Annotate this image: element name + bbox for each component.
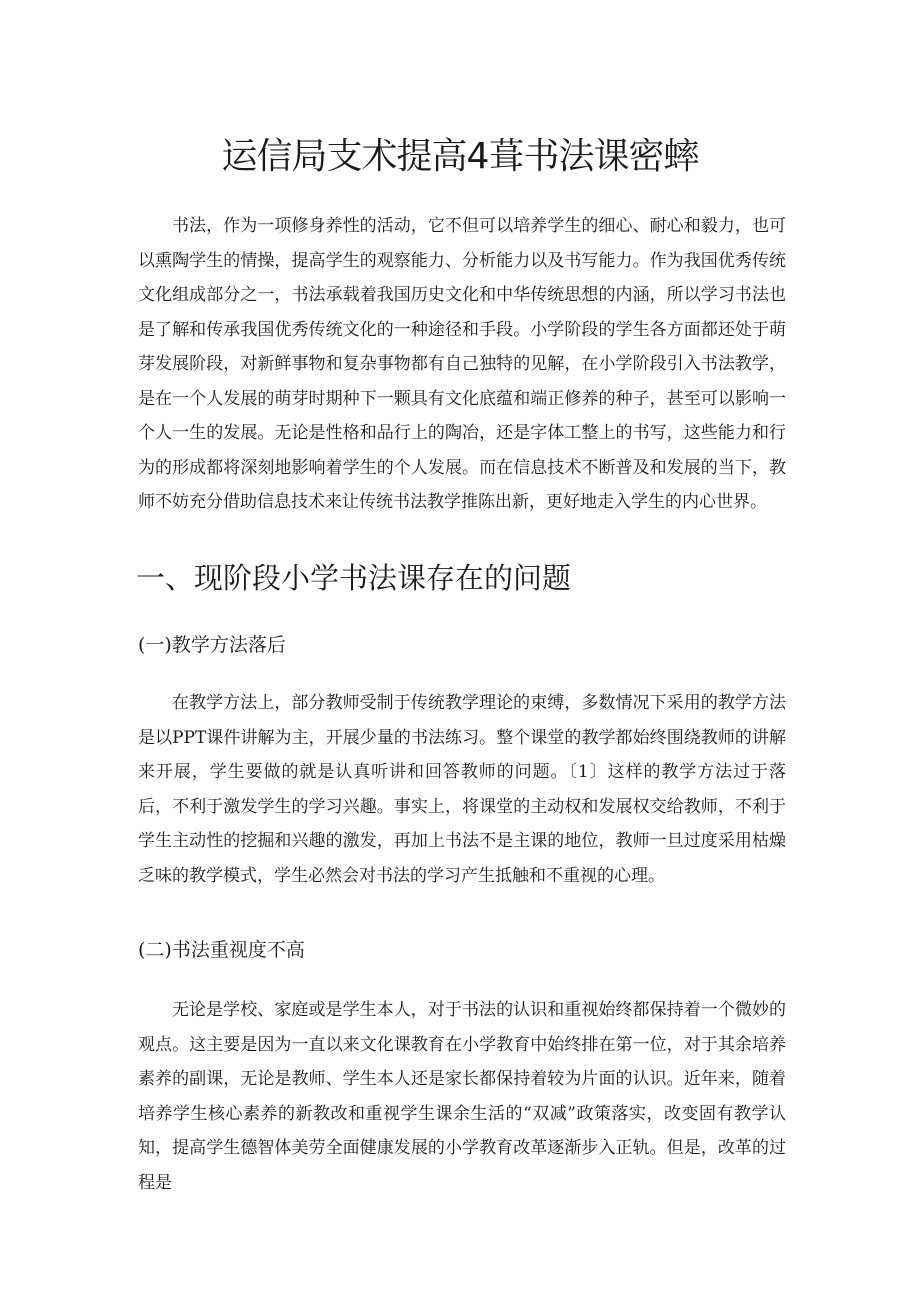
paragraph-attention: 无论是学校、家庭或是学生本人，对于书法的认识和重视始终都保持着一个微妙的观点。这主要是因为一直以来文化课教育在小学教育中始终排在第一位，对于其余培养素养的副课，无论是教师、学生本人还是家长都保持着较为片面的认识。近年来，随着培养学生核心素养的新教改和重视学生课余生活的“双减”政策落实，改变固有教学认知，提高学生德智体美劳全面健康发展的小学教育改革逐渐步入正轨。但是，改革的过程是 bbox=[138, 1000, 786, 1193]
paragraph-teaching-method: 在教学方法上，部分教师受制于传统教学理论的束缚，多数情况下采用的教学方法是以PPT课件讲解为主，开展少量的书法练习。整个课堂的教学都始终围绕教师的讲解来开展，学生要做的就是认真听讲和回答教师的问题。〔1〕这样的教学方法过于落后，不利于激发学生的学习兴趣。事实上，将课堂的主动权和发展权交给教师，不利于学生主动性的挖掘和兴趣的激发，再加上书法不是主课的地位，教师一旦过度采用枯燥乏味的教学模式，学生必然会对书法的学习产生抵触和不重视的心理。 bbox=[138, 693, 786, 886]
document-title: 运信局支术提高4葺书法课密蟀 bbox=[221, 136, 699, 177]
subheading-attention: (二)书法重视度不高 bbox=[138, 939, 305, 961]
subheading-teaching-method: (一)教学方法落后 bbox=[138, 634, 286, 656]
section-heading: 一、现阶段小学书法课存在的问题 bbox=[136, 561, 572, 595]
intro-paragraph: 书法，作为一项修身养性的活动，它不但可以培养学生的细心、耐心和毅力，也可以熏陶学生的情操，提高学生的观察能力、分析能力以及书写能力。作为我国优秀传统文化组成部分之一，书法承载着我国历史文化和中华传统思想的内涵，所以学习书法也是了解和传承我国优秀传统文化的一种途径和手段。小学阶段的学生各方面都还处于萌芽发展阶段，对新鲜事物和复杂事物都有自己独特的见解，在小学阶段引入书法教学，是在一个人发展的萌芽时期种下一颗具有文化底蕴和端正修养的种子，甚至可以影响一个人一生的发展。无论是性格和品行上的陶冶，还是字体工整上的书写，这些能力和行为的形成都将深刻地影响着学生的个人发展。而在信息技术不断普及和发展的当下，教师不妨充分借助信息技术来让传统书法教学推陈出新，更好地走入学生的内心世界。 bbox=[138, 216, 786, 512]
